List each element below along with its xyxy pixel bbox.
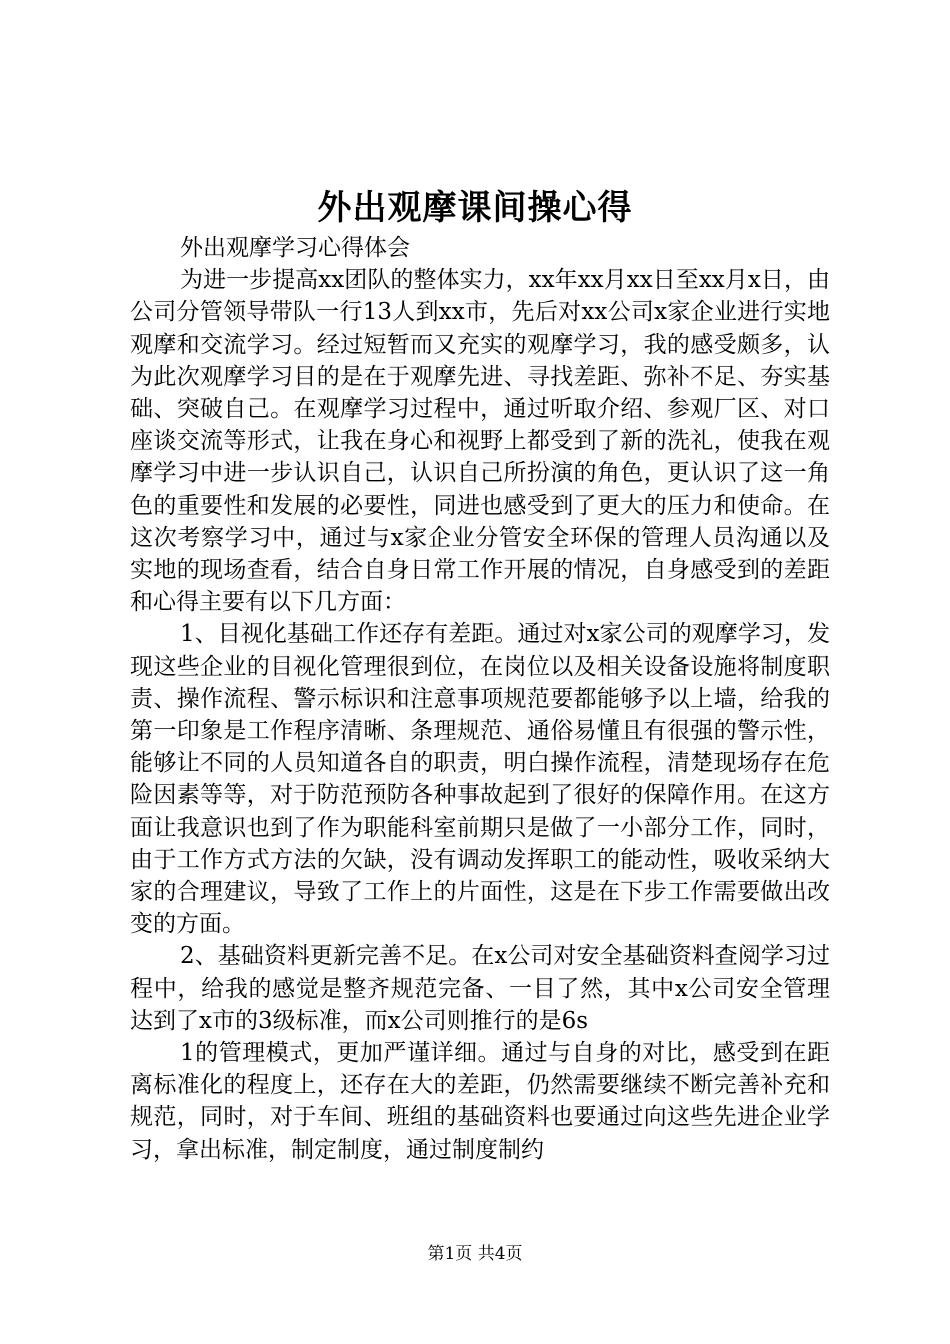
paragraph-point-1: 1、目视化基础工作还存有差距。通过对x家公司的观摩学习，发现这些企业的目视化管理很到位，在岗位以及相关设备设施将制度职责、操作流程、警示标识和注意事项规范要都能够予以上墙，给我的第一印象是工作程序清晰、条理规范、通俗易懂且有很强的警示性，能够让不同的人员知道各自的职责，明白操作流程，清楚现场存在危险因素等等，对于防范预防各种事故起到了很好的保障作用。在这方面让我意识也到了作为职能科室前期只是做了一小部分工作，同时，由于工作方式方法的欠缺，没有调动发挥职工的能动性，吸收采纳大家的合理建议，导致了工作上的片面性，这是在下步工作需要做出改变的方面。 [130, 621, 830, 938]
paragraph-point-2-continued: 1的管理模式，更加严谨详细。通过与自身的对比，感受到在距离标准化的程度上，还存在大的差距，仍然需要继续不断完善补充和规范，同时，对于车间、班组的基础资料也要通过向这些先进企业学习，拿出标准，制定制度，通过制度制约 [130, 1040, 830, 1163]
page-number-footer: 第1页 共4页 [427, 1244, 523, 1264]
paragraph-point-2: 2、基础资料更新完善不足。在x公司对安全基础资料查阅学习过程中，给我的感觉是整齐规范完备、一目了然，其中x公司安全管理达到了x市的3级标准，而x公司则推行的是6s [130, 943, 830, 1034]
document-body [130, 232, 830, 1166]
paragraph-intro: 为进一步提高xx团队的整体实力，xx年xx月xx日至xx月x日，由公司分管领导带队一行13人到xx市，先后对xx公司x家企业进行实地观摩和交流学习。经过短暂而又充实的观摩学习，我的感受颇多，认为此次观摩学习目的是在于观摩先进、寻找差距、弥补不足、夯实基础、突破自己。在观摩学习过程中，通过听取介绍、参观厂区、对口座谈交流等形式，让我在身心和视野上都受到了新的洗礼，使我在观摩学习中进一步认识自己，认识自己所扮演的角色，更认识了这一角色的重要性和发展的必要性，同进也感受到了更大的压力和使命。在这次考察学习中，通过与x家企业分管安全环保的管理人员沟通以及实地的现场查看，结合自身日常工作开展的情况，自身感受到的差距和心得主要有以下几方面： [130, 267, 830, 616]
document-title: 外出观摩课间操心得 [317, 188, 633, 228]
paragraph-subtitle: 外出观摩学习心得体会 [180, 235, 410, 261]
